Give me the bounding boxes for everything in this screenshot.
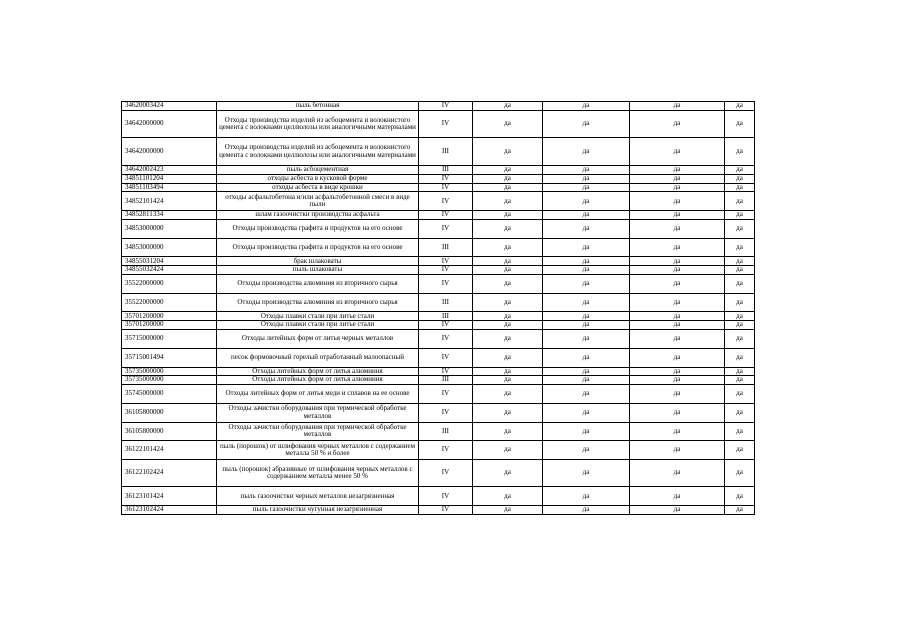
waste-name-cell: пыль асбоцементная [217, 165, 419, 174]
hazard-class-cell: III [419, 376, 473, 385]
hazard-class-cell: III [419, 293, 473, 312]
permission-cell: да [630, 174, 725, 183]
permission-cell: да [543, 257, 630, 266]
table-row [122, 487, 755, 506]
permission-cell: да [543, 102, 630, 111]
permission-cell: да [473, 330, 543, 349]
permission-cell: да [543, 330, 630, 349]
waste-code-cell: 35735000000 [122, 367, 217, 376]
waste-code-cell: 34855031204 [122, 257, 217, 266]
waste-code-cell: 35735000000 [122, 376, 217, 385]
permission-cell: да [725, 385, 755, 404]
permission-cell: да [473, 403, 543, 422]
hazard-class-cell: IV [419, 110, 473, 138]
permission-cell: да [630, 385, 725, 404]
waste-name-cell: Отходы производства изделий из асбоцемента и волокнистого цемента с волокнами целлюлозы или аналогичными материалами [217, 110, 419, 138]
permission-cell: да [630, 293, 725, 312]
permission-cell: да [725, 238, 755, 257]
permission-cell: да [725, 312, 755, 321]
waste-code-cell: 35701200000 [122, 321, 217, 330]
hazard-class-cell: IV [419, 257, 473, 266]
permission-cell: да [725, 321, 755, 330]
permission-cell: да [473, 165, 543, 174]
waste-name-cell: пыль газоочистки черных металлов незагрязненная [217, 487, 419, 506]
waste-name-cell: пыль (порошок) от шлифования черных металлов с содержанием металла 50 % и более [217, 441, 419, 460]
waste-code-cell: 36123102424 [122, 506, 217, 515]
permission-cell: да [473, 321, 543, 330]
table-row [122, 385, 755, 404]
waste-code-cell: 35522000000 [122, 275, 217, 294]
permission-cell: да [630, 138, 725, 166]
permission-cell: да [725, 487, 755, 506]
table-row [122, 422, 755, 441]
permission-cell: да [473, 312, 543, 321]
permission-cell: да [543, 459, 630, 487]
permission-cell: да [473, 275, 543, 294]
permission-cell: да [725, 441, 755, 460]
permission-cell: да [543, 183, 630, 192]
permission-cell: да [473, 422, 543, 441]
permission-cell: да [473, 174, 543, 183]
waste-name-cell: Отходы плавки стали при литье стали [217, 321, 419, 330]
hazard-class-cell: IV [419, 385, 473, 404]
permission-cell: да [630, 376, 725, 385]
permission-cell: да [543, 293, 630, 312]
hazard-class-cell: IV [419, 192, 473, 211]
permission-cell: да [543, 321, 630, 330]
waste-code-cell: 34851103494 [122, 183, 217, 192]
waste-name-cell: песок формовочный горелый отработанный малоопасный [217, 348, 419, 367]
hazard-class-cell: IV [419, 102, 473, 111]
table-row [122, 110, 755, 138]
permission-cell: да [725, 376, 755, 385]
permission-cell: да [473, 385, 543, 404]
waste-name-cell: отходы асбеста в кусковой форме [217, 174, 419, 183]
waste-name-cell: пыль шлаковаты [217, 266, 419, 275]
hazard-class-cell: III [419, 138, 473, 166]
permission-cell: да [543, 275, 630, 294]
hazard-class-cell: IV [419, 487, 473, 506]
permission-cell: да [630, 330, 725, 349]
table-row [122, 192, 755, 211]
permission-cell: да [725, 422, 755, 441]
permission-cell: да [473, 138, 543, 166]
permission-cell: да [630, 266, 725, 275]
hazard-class-cell: IV [419, 348, 473, 367]
waste-table-sheet [121, 101, 754, 515]
permission-cell: да [630, 348, 725, 367]
permission-cell: да [725, 183, 755, 192]
table-row [122, 102, 755, 111]
waste-name-cell: Отходы производства алюминия из вторичного сырья [217, 293, 419, 312]
table-row [122, 165, 755, 174]
table-row [122, 348, 755, 367]
permission-cell: да [543, 441, 630, 460]
table-row [122, 174, 755, 183]
permission-cell: да [630, 165, 725, 174]
permission-cell: да [473, 110, 543, 138]
permission-cell: да [630, 321, 725, 330]
permission-cell: да [473, 293, 543, 312]
waste-code-cell: 34620003424 [122, 102, 217, 111]
waste-name-cell: пыль (порошок) абразивные от шлифования черных металлов с содержанием металла менее 50 % [217, 459, 419, 487]
waste-name-cell: Отходы производства изделий из асбоцемента и волокнистого цемента с волокнами целлюлозы или аналогичными материалами [217, 138, 419, 166]
table-row [122, 293, 755, 312]
permission-cell: да [543, 367, 630, 376]
waste-name-cell: пыль газоочистки чугунная незагрязненная [217, 506, 419, 515]
hazard-class-cell: IV [419, 459, 473, 487]
table-row [122, 138, 755, 166]
permission-cell: да [473, 506, 543, 515]
waste-name-cell: Отходы производства графита и продуктов на его основе [217, 238, 419, 257]
permission-cell: да [725, 330, 755, 349]
permission-cell: да [473, 459, 543, 487]
permission-cell: да [630, 275, 725, 294]
table-row [122, 211, 755, 220]
permission-cell: да [630, 183, 725, 192]
hazard-class-cell: III [419, 312, 473, 321]
permission-cell: да [473, 266, 543, 275]
permission-cell: да [630, 441, 725, 460]
permission-cell: да [473, 211, 543, 220]
table-row [122, 312, 755, 321]
waste-code-cell: 34853000000 [122, 220, 217, 239]
hazard-class-cell: IV [419, 367, 473, 376]
permission-cell: да [630, 257, 725, 266]
permission-cell: да [543, 174, 630, 183]
waste-name-cell: Отходы плавки стали при литье стали [217, 312, 419, 321]
permission-cell: да [473, 376, 543, 385]
permission-cell: да [473, 220, 543, 239]
waste-code-cell: 36105800000 [122, 403, 217, 422]
permission-cell: да [630, 367, 725, 376]
permission-cell: да [473, 367, 543, 376]
permission-cell: да [630, 422, 725, 441]
hazard-class-cell: IV [419, 403, 473, 422]
permission-cell: да [725, 102, 755, 111]
waste-code-cell: 34852101424 [122, 192, 217, 211]
table-row [122, 403, 755, 422]
permission-cell: да [725, 266, 755, 275]
permission-cell: да [725, 211, 755, 220]
permission-cell: да [543, 385, 630, 404]
permission-cell: да [630, 211, 725, 220]
permission-cell: да [725, 174, 755, 183]
permission-cell: да [543, 312, 630, 321]
waste-code-cell: 34642000000 [122, 138, 217, 166]
permission-cell: да [630, 506, 725, 515]
permission-cell: да [473, 238, 543, 257]
table-row [122, 376, 755, 385]
permission-cell: да [630, 192, 725, 211]
waste-code-cell: 36105800000 [122, 422, 217, 441]
waste-table-body [122, 102, 755, 515]
permission-cell: да [725, 257, 755, 266]
waste-name-cell: Отходы производства графита и продуктов на его основе [217, 220, 419, 239]
permission-cell: да [630, 102, 725, 111]
table-row [122, 220, 755, 239]
permission-cell: да [543, 348, 630, 367]
permission-cell: да [543, 506, 630, 515]
waste-code-cell: 35715001494 [122, 348, 217, 367]
permission-cell: да [725, 220, 755, 239]
permission-cell: да [725, 403, 755, 422]
hazard-class-cell: III [419, 165, 473, 174]
permission-cell: да [725, 293, 755, 312]
waste-name-cell: Отходы литейных форм от литья меди и сплавов на ее основе [217, 385, 419, 404]
permission-cell: да [543, 138, 630, 166]
waste-name-cell: пыль бетонная [217, 102, 419, 111]
permission-cell: да [630, 403, 725, 422]
permission-cell: да [473, 441, 543, 460]
permission-cell: да [725, 110, 755, 138]
permission-cell: да [725, 367, 755, 376]
permission-cell: да [725, 275, 755, 294]
waste-code-cell: 34642002423 [122, 165, 217, 174]
waste-code-cell: 36123101424 [122, 487, 217, 506]
hazard-class-cell: IV [419, 183, 473, 192]
waste-name-cell: Отходы литейных форм от литья алюминия [217, 376, 419, 385]
table-row [122, 266, 755, 275]
permission-cell: да [543, 211, 630, 220]
table-row [122, 459, 755, 487]
waste-code-cell: 34852811334 [122, 211, 217, 220]
permission-cell: да [543, 422, 630, 441]
hazard-class-cell: III [419, 422, 473, 441]
waste-name-cell: отходы асбеста в виде крошки [217, 183, 419, 192]
hazard-class-cell: IV [419, 220, 473, 239]
permission-cell: да [725, 138, 755, 166]
waste-name-cell: Отходы литейных форм от литья алюминия [217, 367, 419, 376]
hazard-class-cell: IV [419, 275, 473, 294]
permission-cell: да [630, 459, 725, 487]
hazard-class-cell: IV [419, 266, 473, 275]
table-row [122, 275, 755, 294]
waste-code-cell: 35715000000 [122, 330, 217, 349]
table-row [122, 183, 755, 192]
hazard-class-cell: III [419, 238, 473, 257]
permission-cell: да [543, 266, 630, 275]
hazard-class-cell: IV [419, 506, 473, 515]
waste-code-cell: 34642000000 [122, 110, 217, 138]
waste-code-cell: 35522000000 [122, 293, 217, 312]
waste-name-cell: Отходы зачистки оборудования при термической обработке металлов [217, 422, 419, 441]
hazard-class-cell: IV [419, 174, 473, 183]
permission-cell: да [473, 192, 543, 211]
permission-cell: да [543, 376, 630, 385]
permission-cell: да [543, 238, 630, 257]
table-row [122, 367, 755, 376]
table-row [122, 506, 755, 515]
permission-cell: да [725, 506, 755, 515]
permission-cell: да [543, 487, 630, 506]
table-row [122, 330, 755, 349]
permission-cell: да [473, 348, 543, 367]
permission-cell: да [725, 459, 755, 487]
table-row [122, 441, 755, 460]
permission-cell: да [725, 165, 755, 174]
waste-name-cell: шлам газоочистки производства асфальта [217, 211, 419, 220]
table-row [122, 257, 755, 266]
permission-cell: да [473, 102, 543, 111]
permission-cell: да [630, 220, 725, 239]
waste-code-cell: 34853000000 [122, 238, 217, 257]
table-row [122, 321, 755, 330]
permission-cell: да [543, 165, 630, 174]
hazard-class-cell: IV [419, 211, 473, 220]
permission-cell: да [630, 312, 725, 321]
hazard-class-cell: IV [419, 330, 473, 349]
permission-cell: да [473, 487, 543, 506]
waste-code-cell: 36122101424 [122, 441, 217, 460]
permission-cell: да [543, 403, 630, 422]
permission-cell: да [630, 110, 725, 138]
hazard-class-cell: IV [419, 441, 473, 460]
permission-cell: да [630, 487, 725, 506]
permission-cell: да [473, 183, 543, 192]
waste-name-cell: брак шлаковаты [217, 257, 419, 266]
waste-code-cell: 34855032424 [122, 266, 217, 275]
hazard-class-cell: IV [419, 321, 473, 330]
permission-cell: да [473, 257, 543, 266]
waste-code-cell: 35745000000 [122, 385, 217, 404]
permission-cell: да [543, 192, 630, 211]
permission-cell: да [543, 110, 630, 138]
waste-name-cell: отходы асфальтобетона и/или асфальтобетонной смеси в виде пыли [217, 192, 419, 211]
permission-cell: да [543, 220, 630, 239]
waste-code-cell: 34851101204 [122, 174, 217, 183]
permission-cell: да [630, 238, 725, 257]
waste-name-cell: Отходы зачистки оборудования при термической обработке металлов [217, 403, 419, 422]
waste-name-cell: Отходы литейных форм от литья черных металлов [217, 330, 419, 349]
table-row [122, 238, 755, 257]
permission-cell: да [725, 348, 755, 367]
permission-cell: да [725, 192, 755, 211]
waste-code-cell: 35701200000 [122, 312, 217, 321]
waste-table [121, 101, 755, 515]
waste-name-cell: Отходы производства алюминия из вторичного сырья [217, 275, 419, 294]
waste-code-cell: 36122102424 [122, 459, 217, 487]
